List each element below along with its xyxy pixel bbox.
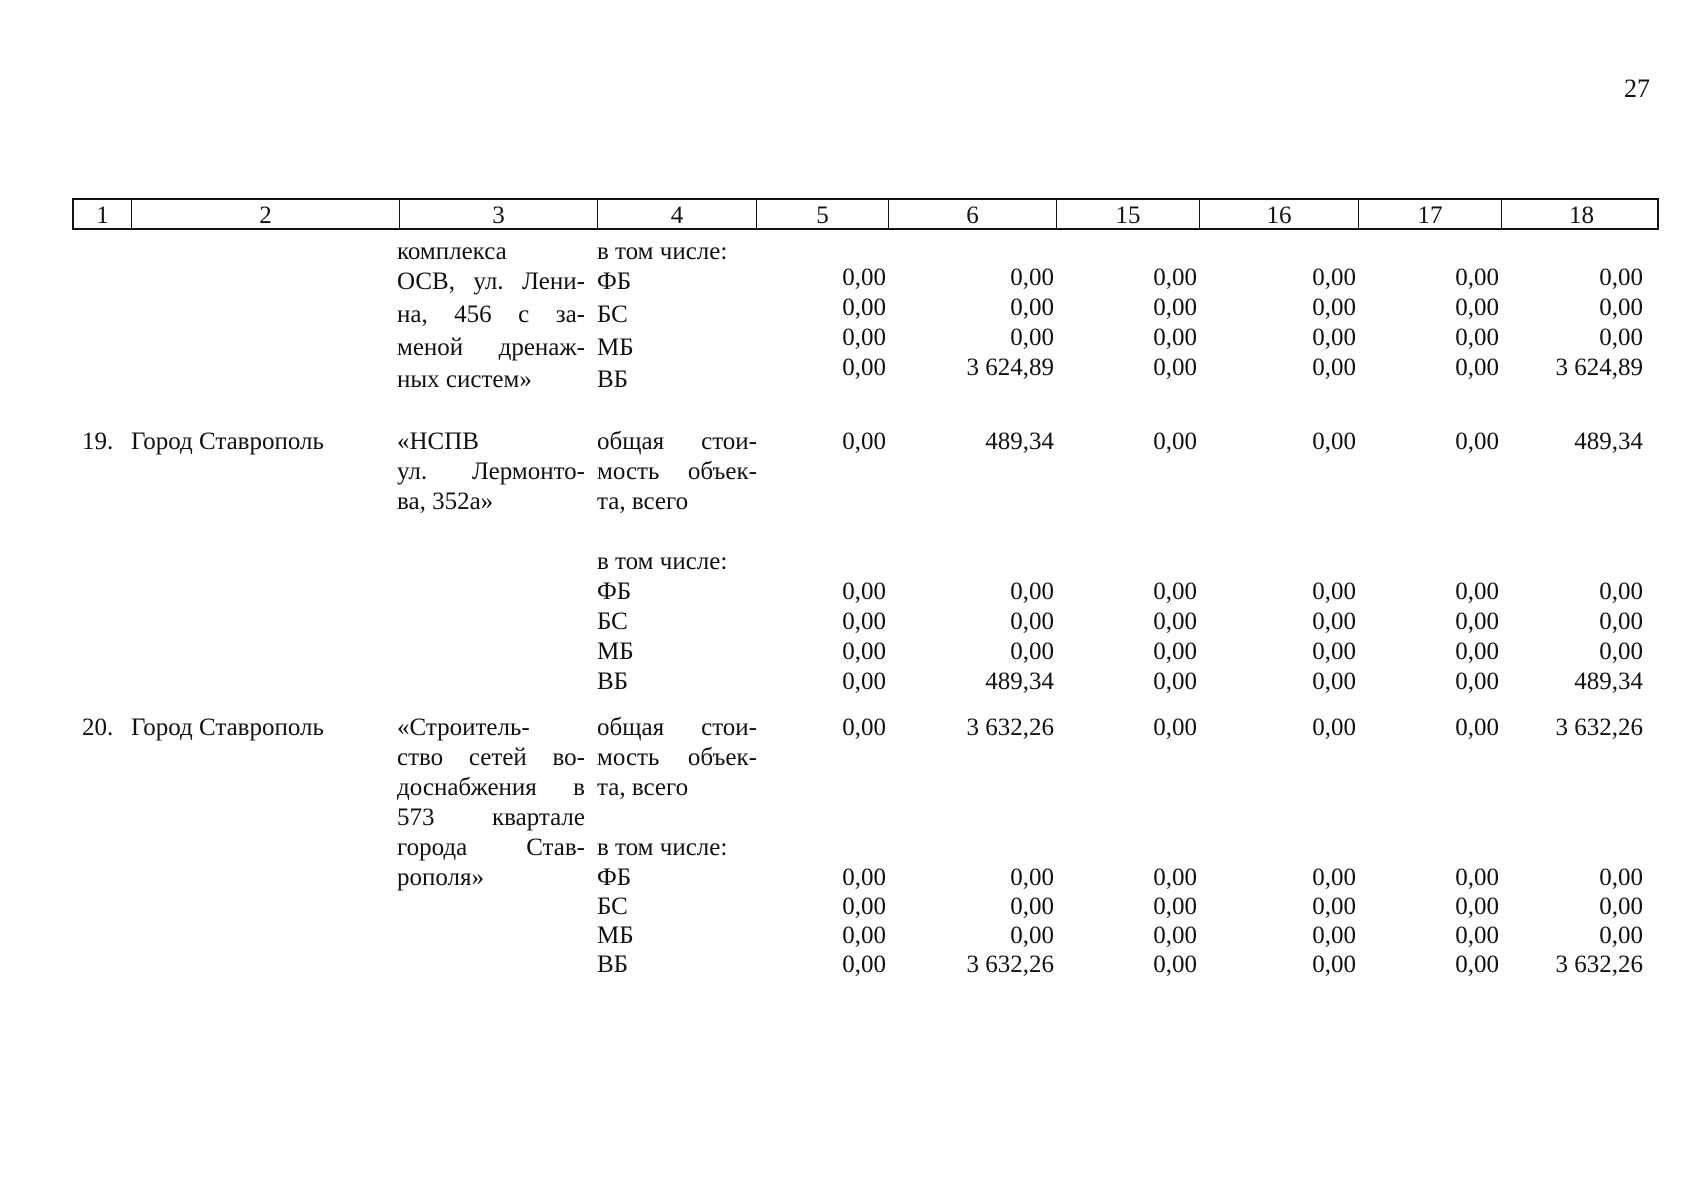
object-name-line: комплекса <box>397 238 507 265</box>
fund-row-БС-value-col-6: 0,00 <box>1010 608 1054 635</box>
total-cost-label-line: мость объек- <box>597 744 757 771</box>
object-name-line: ОСВ, ул. Лени- <box>397 268 585 295</box>
fund-label-ВБ: ВБ <box>597 668 629 695</box>
object-name-line: 573 квартале <box>397 804 585 831</box>
fund-row-МБ-value-col-18: 0,00 <box>1599 324 1643 351</box>
fund-row-БС-value-col-16: 0,00 <box>1312 294 1356 321</box>
fund-row-МБ-value-col-15: 0,00 <box>1153 324 1197 351</box>
fund-row-МБ-value-col-16: 0,00 <box>1312 922 1356 949</box>
fund-row-ВБ-value-col-18: 3 632,26 <box>1555 951 1643 978</box>
fund-row-БС-value-col-18: 0,00 <box>1599 608 1643 635</box>
total-row-value-col-18: 489,34 <box>1574 428 1643 455</box>
municipality-name: Город Ставрополь <box>131 714 324 741</box>
fund-row-ВБ-value-col-17: 0,00 <box>1455 354 1499 381</box>
object-name-line: на, 456 с за- <box>397 301 585 328</box>
fund-label-БС: БС <box>597 608 628 635</box>
fund-row-МБ-value-col-5: 0,00 <box>842 638 886 665</box>
header-col-3: 3 <box>399 200 597 228</box>
fund-row-ФБ-value-col-5: 0,00 <box>842 578 886 605</box>
fund-row-ВБ-value-col-6: 489,34 <box>985 668 1054 695</box>
fund-label-ФБ: ФБ <box>597 578 632 605</box>
fund-row-ВБ-value-col-5: 0,00 <box>842 668 886 695</box>
header-col-6: 6 <box>888 200 1056 228</box>
fund-row-ФБ-value-col-6: 0,00 <box>1010 578 1054 605</box>
total-row-value-col-16: 0,00 <box>1312 428 1356 455</box>
fund-row-ФБ-value-col-17: 0,00 <box>1455 264 1499 291</box>
total-cost-label-line: мость объек- <box>597 458 757 485</box>
fund-row-БС-value-col-5: 0,00 <box>842 294 886 321</box>
fund-label-ФБ: ФБ <box>597 864 632 891</box>
total-row-value-col-6: 489,34 <box>985 428 1054 455</box>
fund-row-ФБ-value-col-16: 0,00 <box>1312 864 1356 891</box>
header-col-18: 18 <box>1501 200 1661 228</box>
including-label: в том числе: <box>597 548 728 575</box>
fund-row-МБ-value-col-5: 0,00 <box>842 324 886 351</box>
fund-row-БС-value-col-17: 0,00 <box>1455 294 1499 321</box>
object-name-line: «НСПВ <box>397 428 479 455</box>
fund-row-ФБ-value-col-6: 0,00 <box>1010 864 1054 891</box>
fund-row-ФБ-value-col-16: 0,00 <box>1312 578 1356 605</box>
fund-row-ФБ-value-col-18: 0,00 <box>1599 578 1643 605</box>
total-row-value-col-15: 0,00 <box>1153 714 1197 741</box>
fund-row-ВБ-value-col-15: 0,00 <box>1153 668 1197 695</box>
fund-row-ВБ-value-col-16: 0,00 <box>1312 354 1356 381</box>
fund-label-ВБ: ВБ <box>597 366 629 393</box>
fund-row-ВБ-value-col-17: 0,00 <box>1455 951 1499 978</box>
object-name-line: ных систем» <box>397 366 532 393</box>
fund-row-ФБ-value-col-16: 0,00 <box>1312 264 1356 291</box>
fund-row-ФБ-value-col-18: 0,00 <box>1599 264 1643 291</box>
fund-row-МБ-value-col-18: 0,00 <box>1599 922 1643 949</box>
total-cost-label-line: общая стои- <box>597 428 757 455</box>
fund-row-ФБ-value-col-15: 0,00 <box>1153 578 1197 605</box>
fund-row-БС-value-col-15: 0,00 <box>1153 893 1197 920</box>
fund-row-МБ-value-col-17: 0,00 <box>1455 324 1499 351</box>
table-header-row <box>72 198 1659 230</box>
fund-row-БС-value-col-5: 0,00 <box>842 893 886 920</box>
fund-label-МБ: МБ <box>597 334 634 361</box>
fund-row-МБ-value-col-6: 0,00 <box>1010 324 1054 351</box>
object-name-line: «Строитель- <box>397 714 530 741</box>
fund-row-ФБ-value-col-5: 0,00 <box>842 264 886 291</box>
fund-label-МБ: МБ <box>597 638 634 665</box>
fund-row-БС-value-col-18: 0,00 <box>1599 294 1643 321</box>
fund-row-МБ-value-col-17: 0,00 <box>1455 922 1499 949</box>
fund-row-ВБ-value-col-18: 3 624,89 <box>1555 354 1643 381</box>
total-row-value-col-17: 0,00 <box>1455 428 1499 455</box>
fund-row-ФБ-value-col-15: 0,00 <box>1153 264 1197 291</box>
fund-label-МБ: МБ <box>597 922 634 949</box>
fund-row-ВБ-value-col-16: 0,00 <box>1312 668 1356 695</box>
fund-row-ВБ-value-col-6: 3 632,26 <box>966 951 1054 978</box>
header-col-4: 4 <box>597 200 756 228</box>
fund-row-БС-value-col-6: 0,00 <box>1010 294 1054 321</box>
fund-row-БС-value-col-16: 0,00 <box>1312 893 1356 920</box>
total-row-value-col-6: 3 632,26 <box>966 714 1054 741</box>
fund-row-ВБ-value-col-5: 0,00 <box>842 354 886 381</box>
header-col-5: 5 <box>756 200 888 228</box>
fund-row-МБ-value-col-6: 0,00 <box>1010 922 1054 949</box>
row-number: 19. <box>82 428 114 455</box>
fund-row-ФБ-value-col-15: 0,00 <box>1153 864 1197 891</box>
object-name-line: доснабжения в <box>397 774 585 801</box>
total-row-value-col-5: 0,00 <box>842 714 886 741</box>
object-name-line: ство сетей во- <box>397 744 585 771</box>
fund-row-ФБ-value-col-17: 0,00 <box>1455 578 1499 605</box>
header-col-16: 16 <box>1199 200 1358 228</box>
total-row-value-col-15: 0,00 <box>1153 428 1197 455</box>
fund-row-БС-value-col-18: 0,00 <box>1599 893 1643 920</box>
header-col-17: 17 <box>1358 200 1501 228</box>
fund-label-ФБ: ФБ <box>597 268 632 295</box>
fund-row-ФБ-value-col-18: 0,00 <box>1599 864 1643 891</box>
header-col-2: 2 <box>131 200 399 228</box>
fund-row-ФБ-value-col-5: 0,00 <box>842 864 886 891</box>
total-row-value-col-17: 0,00 <box>1455 714 1499 741</box>
total-cost-label-line: общая стои- <box>597 714 757 741</box>
object-name-line: города Став- <box>397 834 585 861</box>
total-cost-label-line: та, всего <box>597 774 689 801</box>
fund-row-ВБ-value-col-15: 0,00 <box>1153 354 1197 381</box>
fund-row-МБ-value-col-17: 0,00 <box>1455 638 1499 665</box>
fund-row-МБ-value-col-6: 0,00 <box>1010 638 1054 665</box>
including-label: в том числе: <box>597 238 728 265</box>
municipality-name: Город Ставрополь <box>131 428 324 455</box>
fund-row-БС-value-col-6: 0,00 <box>1010 893 1054 920</box>
header-col-15: 15 <box>1056 200 1199 228</box>
object-name-line: ва, 352а» <box>397 488 494 515</box>
fund-label-ВБ: ВБ <box>597 951 629 978</box>
fund-row-ВБ-value-col-17: 0,00 <box>1455 668 1499 695</box>
fund-row-ВБ-value-col-16: 0,00 <box>1312 951 1356 978</box>
fund-row-МБ-value-col-18: 0,00 <box>1599 638 1643 665</box>
fund-row-МБ-value-col-16: 0,00 <box>1312 638 1356 665</box>
object-name-line: ул. Лермонто- <box>397 458 585 485</box>
fund-row-ВБ-value-col-15: 0,00 <box>1153 951 1197 978</box>
fund-row-МБ-value-col-15: 0,00 <box>1153 922 1197 949</box>
fund-label-БС: БС <box>597 893 628 920</box>
fund-row-ФБ-value-col-17: 0,00 <box>1455 864 1499 891</box>
fund-row-БС-value-col-5: 0,00 <box>842 608 886 635</box>
object-name-line: рополя» <box>397 864 485 891</box>
page-number: 27 <box>1624 74 1650 103</box>
including-label: в том числе: <box>597 834 728 861</box>
fund-row-БС-value-col-17: 0,00 <box>1455 893 1499 920</box>
fund-row-ВБ-value-col-18: 489,34 <box>1574 668 1643 695</box>
fund-row-ВБ-value-col-6: 3 624,89 <box>966 354 1054 381</box>
fund-row-МБ-value-col-16: 0,00 <box>1312 324 1356 351</box>
fund-row-МБ-value-col-15: 0,00 <box>1153 638 1197 665</box>
fund-label-БС: БС <box>597 301 628 328</box>
fund-row-ВБ-value-col-5: 0,00 <box>842 951 886 978</box>
total-row-value-col-5: 0,00 <box>842 428 886 455</box>
total-row-value-col-18: 3 632,26 <box>1555 714 1643 741</box>
total-row-value-col-16: 0,00 <box>1312 714 1356 741</box>
fund-row-ФБ-value-col-6: 0,00 <box>1010 264 1054 291</box>
fund-row-БС-value-col-15: 0,00 <box>1153 608 1197 635</box>
object-name-line: меной дренаж- <box>397 334 585 361</box>
fund-row-БС-value-col-17: 0,00 <box>1455 608 1499 635</box>
row-number: 20. <box>82 714 114 741</box>
total-cost-label-line: та, всего <box>597 488 689 515</box>
fund-row-МБ-value-col-5: 0,00 <box>842 922 886 949</box>
fund-row-БС-value-col-16: 0,00 <box>1312 608 1356 635</box>
header-col-1: 1 <box>96 202 109 229</box>
fund-row-БС-value-col-15: 0,00 <box>1153 294 1197 321</box>
